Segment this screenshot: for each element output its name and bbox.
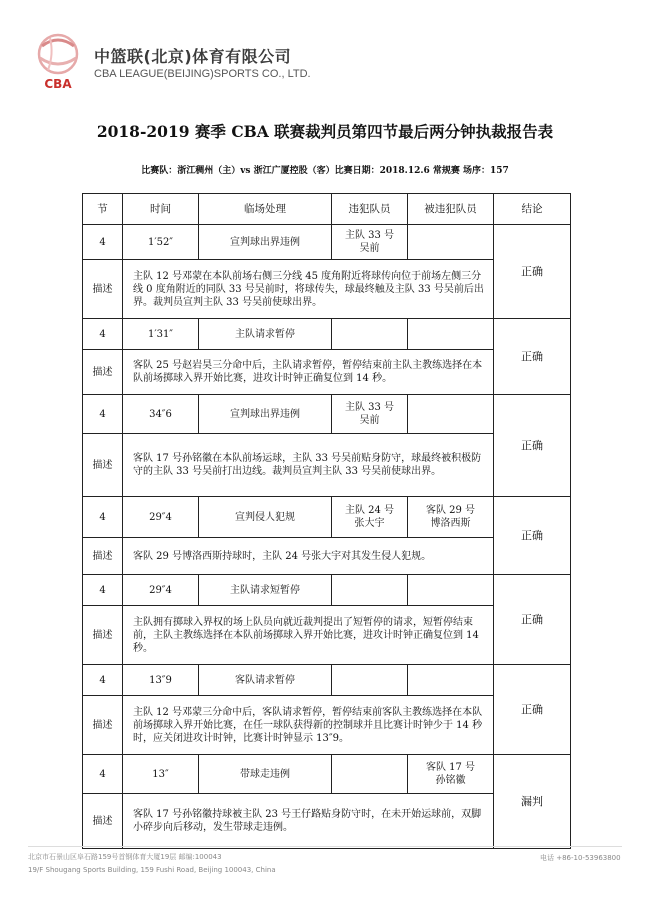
call-cell: 宣判球出界违例: [199, 225, 332, 260]
victim-cell: 客队 17 号 孙铭徽: [408, 755, 494, 794]
description-label: 描述: [83, 350, 123, 395]
quarter-cell: 4: [83, 225, 123, 260]
event-row: [83, 755, 571, 794]
offender-cell: [332, 575, 408, 606]
call-cell: 客队请求暂停: [199, 665, 332, 696]
col-header-offender: 违犯队员: [332, 194, 408, 225]
footer-address-cn: 北京市石景山区阜石路159号首钢体育大厦19层 邮编:100043: [28, 853, 222, 861]
conclusion-cell: 正确: [494, 319, 571, 395]
table-header-row: [83, 194, 571, 225]
description-text: 主队拥有掷球入界权的场上队员向就近裁判提出了短暂停的请求，短暂停结束前，主队主教练选择在本队前场掷球入界开始比赛，进攻计时钟正确复位到 14 秒。: [123, 606, 494, 665]
event-row: [83, 319, 571, 350]
col-header-call: 临场处理: [199, 194, 332, 225]
time-cell: 13″9: [123, 665, 199, 696]
description-text: 主队 12 号邓蒙在本队前场右侧三分线 45 度角附近将球传向位于前场左侧三分线 0 度角附近的同队 33 号吴前时，将球传失，球最终触及主队 33 号吴前后出界。裁判员宣判主队 33 号吴前使球出界。: [123, 260, 494, 319]
conclusion-cell: 正确: [494, 225, 571, 319]
description-label: 描述: [83, 794, 123, 849]
offender-cell: [332, 755, 408, 794]
quarter-cell: 4: [83, 575, 123, 606]
event-row: [83, 395, 571, 434]
company-name-cn: 中篮联(北京)体育有限公司: [94, 47, 292, 66]
time-cell: 29″4: [123, 575, 199, 606]
conclusion-cell: 正确: [494, 665, 571, 755]
col-header-victim: 被违犯队员: [408, 194, 494, 225]
conclusion-cell: 正确: [494, 395, 571, 497]
call-cell: 主队请求暂停: [199, 319, 332, 350]
victim-cell: 客队 29 号 博洛西斯: [408, 497, 494, 538]
logo-text: CBA: [44, 77, 72, 91]
event-row: [83, 225, 571, 260]
offender-cell: [332, 319, 408, 350]
conclusion-cell: 漏判: [494, 755, 571, 849]
victim-cell: [408, 665, 494, 696]
event-row: [83, 665, 571, 696]
call-cell: 主队请求短暂停: [199, 575, 332, 606]
footer-divider: [28, 846, 622, 847]
description-text: 客队 17 号孙铭徽在本队前场运球，主队 33 号吴前贴身防守，球最终被积极防守的主队 33 号吴前打出边线。裁判员宣判主队 33 号吴前使球出界。: [123, 434, 494, 497]
footer-address-en: 19/F Shougang Sports Building, 159 Fushi Road, Beijing 100043, China: [28, 866, 276, 874]
description-text: 客队 29 号博洛西斯持球时，主队 24 号张大宇对其发生侵人犯规。: [123, 538, 494, 575]
event-row: [83, 575, 571, 606]
col-header-conclusion: 结论: [494, 194, 571, 225]
report-table: [82, 193, 571, 849]
conclusion-cell: 正确: [494, 575, 571, 665]
description-label: 描述: [83, 434, 123, 497]
quarter-cell: 4: [83, 755, 123, 794]
cba-logo-icon: [28, 30, 88, 92]
col-header-quarter: 节: [83, 194, 123, 225]
offender-cell: 主队 33 号 吴前: [332, 225, 408, 260]
offender-cell: 主队 24 号 张大宇: [332, 497, 408, 538]
call-cell: 带球走违例: [199, 755, 332, 794]
report-body: [83, 225, 571, 849]
quarter-cell: 4: [83, 395, 123, 434]
conclusion-cell: 正确: [494, 497, 571, 575]
victim-cell: [408, 395, 494, 434]
company-name-en: CBA LEAGUE(BEIJING)SPORTS CO., LTD.: [94, 68, 311, 80]
quarter-cell: 4: [83, 665, 123, 696]
match-info: 比赛队：浙江稠州（主）vs 浙江广厦控股（客）比赛日期：2018.12.6 常规赛 场序：157: [141, 166, 509, 176]
time-cell: 1′52″: [123, 225, 199, 260]
description-text: 客队 25 号赵岩昊三分命中后，主队请求暂停，暂停结束前主队主教练选择在本队前场掷球入界开始比赛，进攻计时钟正确复位到 14 秒。: [123, 350, 494, 395]
time-cell: 13″: [123, 755, 199, 794]
call-cell: 宣判球出界违例: [199, 395, 332, 434]
victim-cell: [408, 575, 494, 606]
time-cell: 34″6: [123, 395, 199, 434]
victim-cell: [408, 225, 494, 260]
offender-cell: [332, 665, 408, 696]
call-cell: 宣判侵人犯规: [199, 497, 332, 538]
quarter-cell: 4: [83, 497, 123, 538]
report-title: 2018-2019 赛季 CBA 联赛裁判员第四节最后两分钟执裁报告表: [96, 122, 554, 141]
col-header-time: 时间: [123, 194, 199, 225]
description-text: 客队 17 号孙铭徽持球被主队 23 号王仔路贴身防守时，在未开始运球前，双脚小碎步向后移动，发生带球走违例。: [123, 794, 494, 849]
quarter-cell: 4: [83, 319, 123, 350]
offender-cell: 主队 33 号 吴前: [332, 395, 408, 434]
time-cell: 1′31″: [123, 319, 199, 350]
description-label: 描述: [83, 696, 123, 755]
event-row: [83, 497, 571, 538]
description-label: 描述: [83, 538, 123, 575]
description-text: 主队 12 号邓蒙三分命中后，客队请求暂停，暂停结束前客队主教练选择在本队前场掷球入界开始比赛，在任一球队获得新的控制球并且比赛计时钟少于 14 秒时，应关闭进攻计时钟，比赛计时钟显示 13″9。: [123, 696, 494, 755]
letterhead: [28, 30, 328, 100]
description-label: 描述: [83, 606, 123, 665]
footer-phone: 电话 +86-10-53963800: [540, 854, 621, 862]
victim-cell: [408, 319, 494, 350]
description-label: 描述: [83, 260, 123, 319]
time-cell: 29″4: [123, 497, 199, 538]
footer-address: [28, 851, 276, 877]
